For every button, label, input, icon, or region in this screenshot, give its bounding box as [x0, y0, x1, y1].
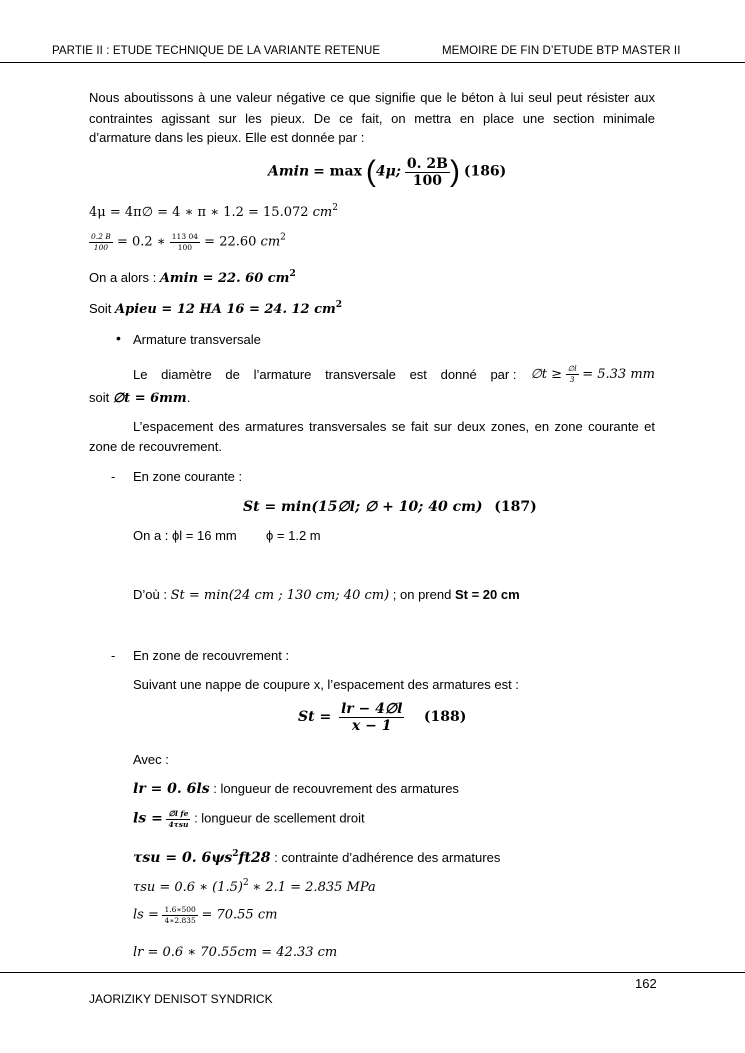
- intro-line-3: d’armature dans les pieux. Elle est donnée par :: [89, 130, 365, 145]
- nappe-description: Suivant une nappe de coupure x, l’espacement des armatures est :: [133, 677, 519, 692]
- header-left: PARTIE II : ETUDE TECHNIQUE DE LA VARIANTE RETENUE: [52, 45, 381, 57]
- avec-label: Avec :: [133, 752, 169, 767]
- trans-diameter-line: Le diamètre de l’armature transversale est donné par : ∅t ≥ $\frac{\emptyset l}{3}$ = 5.33 mm: [133, 364, 655, 384]
- calc-02b: $\frac{0.2 B}{100}$ = 0.2 ∗ $\frac{113 04}{100}$ = 22.60 $cm^2$: [91, 232, 286, 252]
- phi-value: ϕ = 1.2 m: [266, 528, 321, 543]
- calc-4mu: 4μ = 4π∅ = 4 ∗ π ∗ 1.2 = 15.072 $cm^2$: [89, 203, 338, 220]
- intro-line-2: contraintes agissant sur les pieux. De ce fait, on mettra en place une section minimale: [89, 111, 655, 126]
- equation-187: St = min(15∅l; ∅ + 10; 40 cm) (187): [243, 499, 537, 515]
- header-rule: [0, 62, 745, 63]
- apieu-result: Soit Apieu = 12 HA 16 = 24. 12 $cm^2$: [89, 300, 343, 317]
- lr-calc: lr = 0.6 ∗ 70.55cm = 42.33 cm: [133, 945, 338, 960]
- dash-zone-courante: -: [111, 469, 116, 484]
- amin-result: On a alors : Amin = 22. 60 $cm^2$: [89, 269, 296, 286]
- trans-phi-t: soit ∅t = 6mm.: [89, 390, 191, 406]
- zone-courante-title: En zone courante :: [133, 469, 243, 484]
- page-number: 162: [635, 976, 657, 991]
- on-a-phi-l: On a : ϕl = 16 mm: [133, 528, 237, 543]
- section-armature-transversale: Armature transversale: [133, 332, 261, 347]
- ls-calc: ls = $\frac{1.6∗500}{4∗2.835}$ = 70.55 cm: [133, 905, 278, 925]
- footer-rule: [0, 972, 745, 973]
- intro-line-1: Nous aboutissons à une valeur négative ce que signifie que le béton à lui seul peut résister aux: [89, 90, 655, 105]
- dou-result: D’où : St = min(24 cm ; 130 cm; 40 cm) ; on prend St = 20 cm: [133, 587, 520, 603]
- tau-calc: τsu = 0.6 ∗ $(1.5)^2$ ∗ 2.1 = 2.835 MPa: [133, 878, 376, 895]
- footer-author: JAORIZIKY DENISOT SYNDRICK: [89, 992, 273, 1006]
- spacing-line-1: L’espacement des armatures transversales se fait sur deux zones, en zone courante et: [133, 419, 655, 434]
- tau-definition: τsu = 0. $6\psi s^2ft28$ : contrainte d’adhérence des armatures: [133, 849, 501, 866]
- spacing-line-2: zone de recouvrement.: [89, 439, 222, 454]
- equation-186: Amin = max (4μ; $\frac{0. 2B}{100}$ ) (186): [268, 155, 507, 189]
- zone-recouvrement-title: En zone de recouvrement :: [133, 648, 290, 663]
- lr-definition: lr = 0. 6ls : longueur de recouvrement des armatures: [133, 781, 459, 797]
- equation-188: St = $\frac{lr - 4\emptyset l}{x - 1}$ (188): [298, 701, 467, 734]
- bullet-icon: •: [116, 330, 121, 346]
- ls-definition: ls = $\frac{\text{∅l fe}}{\text{4τsu}}$ : longueur de scellement droit: [133, 809, 365, 829]
- dash-zone-recouvrement: -: [111, 648, 116, 663]
- header-right: MEMOIRE DE FIN D’ETUDE BTP MASTER II: [442, 45, 681, 57]
